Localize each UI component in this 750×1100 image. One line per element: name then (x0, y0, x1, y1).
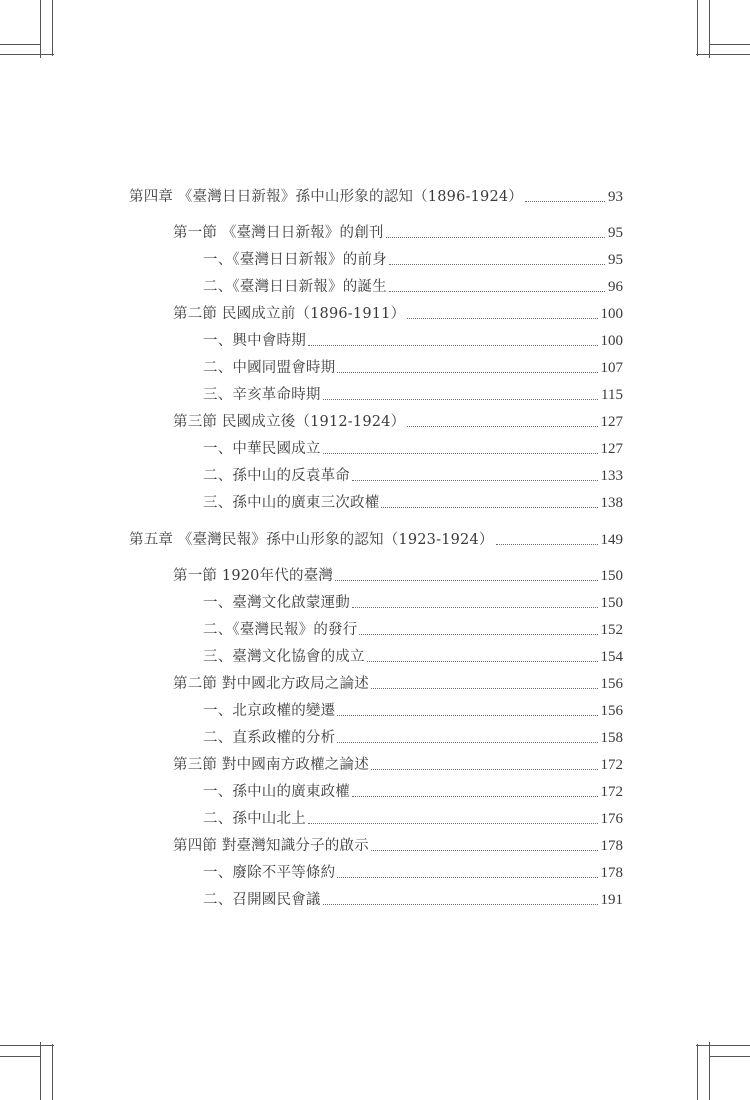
toc-item[interactable] (203, 247, 623, 269)
toc-item[interactable] (203, 463, 623, 485)
toc-title: 第二節 民國成立前（1896-1911） (173, 306, 406, 322)
toc-page-number: 100 (600, 333, 623, 349)
toc-item[interactable] (203, 490, 623, 512)
toc-title: 二、孫中山的反袁革命 (203, 468, 350, 484)
toc-leader (337, 714, 597, 716)
toc-title: 一、興中會時期 (203, 333, 306, 349)
toc-leader (371, 849, 598, 851)
toc-title: 三、臺灣文化協會的成立 (203, 649, 365, 665)
toc-leader (335, 579, 597, 581)
toc-page-number: 127 (600, 441, 623, 457)
toc-title: 一、《臺灣日日新報》的前身 (203, 252, 387, 268)
toc-page-number: 178 (600, 865, 623, 881)
toc-item[interactable] (203, 698, 623, 720)
toc-leader (323, 452, 598, 454)
toc-leader (496, 543, 598, 545)
toc-leader (381, 506, 597, 508)
toc-leader (386, 236, 605, 238)
toc-page-number: 150 (600, 568, 623, 584)
toc-leader (371, 687, 598, 689)
toc-page-number: 150 (600, 595, 623, 611)
toc-leader (389, 263, 605, 265)
toc-page-number: 95 (608, 225, 623, 241)
toc-title: 二、孫中山北上 (203, 811, 306, 827)
toc-page-number: 115 (601, 387, 623, 403)
toc-section[interactable] (173, 671, 623, 693)
toc-item[interactable] (203, 779, 623, 801)
toc-page-number: 96 (608, 279, 623, 295)
toc-leader (337, 371, 597, 373)
toc-leader (525, 200, 605, 202)
toc-page-number: 107 (600, 360, 623, 376)
toc-item[interactable] (203, 644, 623, 666)
toc-leader (323, 903, 598, 905)
toc-page-number: 100 (600, 306, 623, 322)
toc-section[interactable] (173, 563, 623, 585)
toc-leader (367, 660, 598, 662)
toc-item[interactable] (203, 617, 623, 639)
toc-leader (352, 479, 598, 481)
toc-leader (308, 344, 598, 346)
toc-section[interactable] (173, 301, 623, 323)
toc-page-number: 138 (600, 495, 623, 511)
toc-item[interactable] (203, 328, 623, 350)
toc-item[interactable] (203, 590, 623, 612)
toc-item[interactable] (203, 860, 623, 882)
toc-page-number: 158 (600, 730, 623, 746)
toc-section[interactable] (173, 409, 623, 431)
toc-page-number: 152 (600, 622, 623, 638)
toc-title: 第五章 《臺灣民報》孫中山形象的認知（1923-1924） (129, 532, 494, 548)
toc-leader (389, 290, 605, 292)
toc-page-number: 172 (600, 757, 623, 773)
toc-item[interactable] (203, 355, 623, 377)
toc-page-number: 95 (608, 252, 623, 268)
toc-page-number: 156 (600, 676, 623, 692)
toc-title: 二、《臺灣日日新報》的誕生 (203, 279, 387, 295)
toc-title: 三、孫中山的廣東三次政權 (203, 495, 380, 511)
toc-section[interactable] (173, 220, 623, 242)
toc-title: 第四節 對臺灣知識分子的啟示 (173, 838, 369, 854)
toc-page-number: 176 (600, 811, 623, 827)
toc-title: 一、中華民國成立 (203, 441, 321, 457)
toc-leader (371, 768, 598, 770)
toc-title: 一、孫中山的廣東政權 (203, 784, 350, 800)
toc-title: 第一節 《臺灣日日新報》的創刊 (173, 225, 384, 241)
toc-section[interactable] (173, 833, 623, 855)
toc-title: 第二節 對中國北方政局之論述 (173, 676, 369, 692)
toc-title: 第三節 民國成立後（1912-1924） (173, 414, 406, 430)
toc-title: 三、辛亥革命時期 (203, 387, 321, 403)
toc-title: 第三節 對中國南方政權之論述 (173, 757, 369, 773)
toc-title: 二、《臺灣民報》的發行 (203, 622, 358, 638)
toc-section[interactable] (173, 752, 623, 774)
toc-page-number: 133 (600, 468, 623, 484)
toc-item[interactable] (203, 382, 623, 404)
toc-item[interactable] (203, 436, 623, 458)
toc-title: 二、中國同盟會時期 (203, 360, 336, 376)
toc-chapter[interactable] (129, 184, 623, 206)
toc-item[interactable] (203, 887, 623, 909)
toc-page-number: 191 (600, 892, 623, 908)
toc-leader (337, 741, 597, 743)
toc-page-number: 156 (600, 703, 623, 719)
toc-leader (407, 425, 597, 427)
toc-page-number: 154 (600, 649, 623, 665)
toc-page-number: 93 (608, 189, 623, 205)
toc-title: 一、臺灣文化啟蒙運動 (203, 595, 350, 611)
toc-leader (359, 633, 597, 635)
toc-leader (407, 317, 597, 319)
toc-leader (337, 876, 597, 878)
toc-page-number: 149 (600, 532, 623, 548)
toc-title: 一、北京政權的變遷 (203, 703, 336, 719)
table-of-contents (0, 178, 750, 918)
toc-title: 第四章 《臺灣日日新報》孫中山形象的認知（1896-1924） (129, 189, 524, 205)
toc-page-number: 127 (600, 414, 623, 430)
toc-item[interactable] (203, 725, 623, 747)
toc-leader (352, 606, 598, 608)
toc-page-number: 178 (600, 838, 623, 854)
toc-leader (352, 795, 598, 797)
toc-page-number: 172 (600, 784, 623, 800)
toc-leader (308, 822, 598, 824)
toc-item[interactable] (203, 274, 623, 296)
toc-chapter[interactable] (129, 527, 623, 549)
toc-leader (323, 398, 598, 400)
toc-title: 第一節 1920年代的臺灣 (173, 568, 334, 584)
toc-item[interactable] (203, 806, 623, 828)
toc-title: 二、召開國民會議 (203, 892, 321, 908)
toc-title: 一、廢除不平等條約 (203, 865, 336, 881)
toc-title: 二、直系政權的分析 (203, 730, 336, 746)
